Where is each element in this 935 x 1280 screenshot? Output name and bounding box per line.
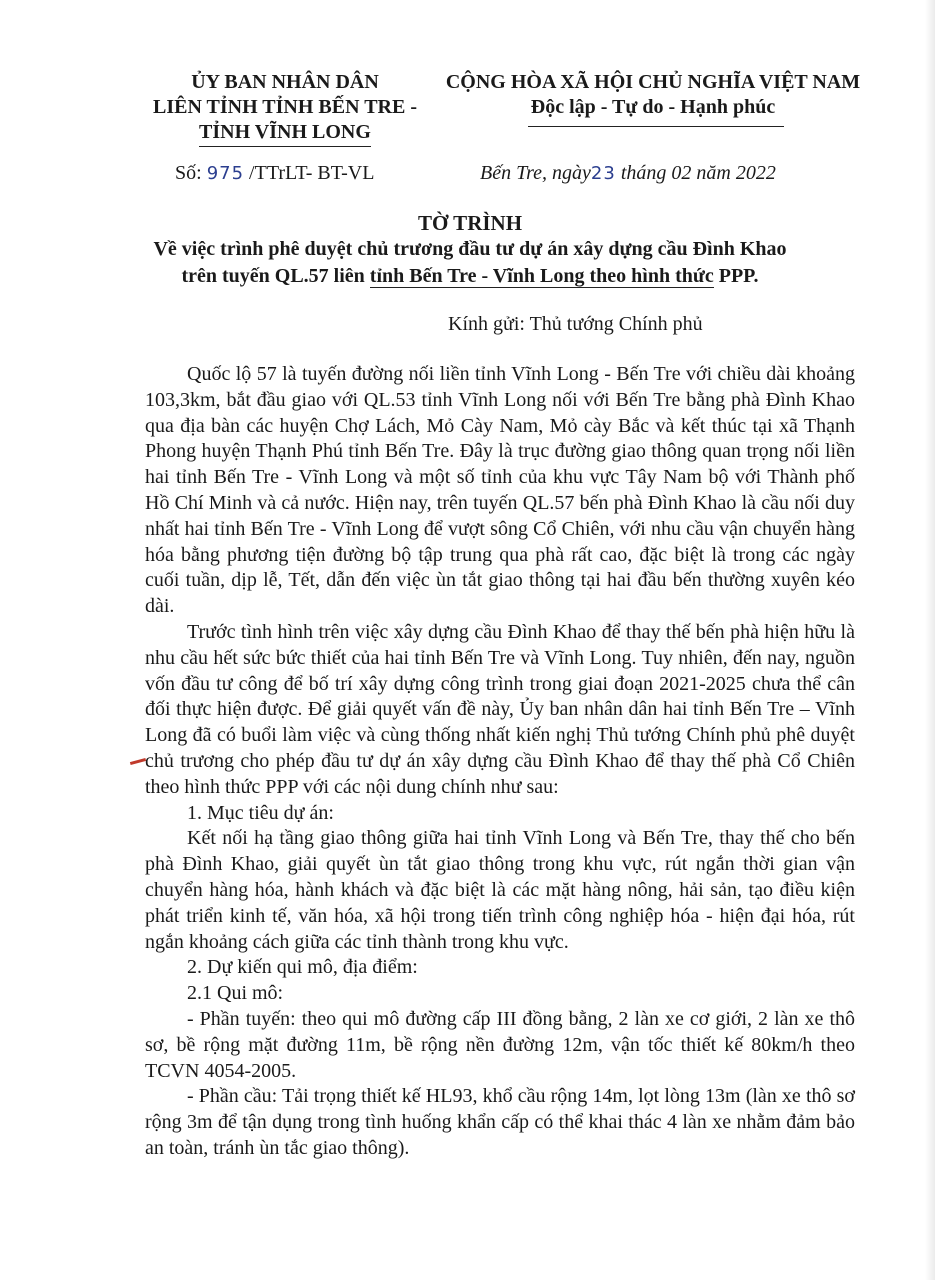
subject-line-2: [80, 263, 860, 290]
authority-line-1: ỦY BAN NHÂN DÂN: [191, 71, 379, 93]
document-body: [145, 362, 855, 1162]
pen-mark: [130, 758, 146, 765]
number-label: Số:: [175, 162, 202, 184]
motto-underline: [528, 126, 784, 127]
motto: Độc lập - Tự do - Hạnh phúc: [530, 96, 776, 118]
subsection-heading-scale: 2.1 Qui mô:: [187, 982, 284, 1005]
page-edge-shadow: [925, 0, 935, 1280]
subject-line-2-part-a: trên tuyến QL.57 liên: [181, 265, 370, 287]
authority-line-2: LIÊN TỈNH TỈNH BẾN TRE -: [153, 96, 417, 118]
paragraph-intro: Quốc lộ 57 là tuyến đường nối liền tỉnh Vĩnh Long - Bến Tre với chiều dài khoảng 103,3km, bắt đầu giao với QL.53 tỉnh Vĩnh Long nối với Bến Tre bằng phà Đình Khao qua địa bàn các huyện Chợ Lách, Mỏ Cày Nam, Mỏ cày Bắc và kết thúc tại xã Thạnh Phong huyện Thạnh Phú tỉnh Bến Tre. Đây là trục đường giao thông quan trọng nối liền hai tỉnh Bến Tre - Vĩnh Long và một số tỉnh của khu vực Tây Nam bộ với Thành phố Hồ Chí Minh và cả nước. Hiện nay, trên tuyến QL.57 bến phà Đình Khao là cầu nối duy nhất hai tỉnh Bến Tre - Vĩnh Long để vượt sông Cổ Chiên, với nhu cầu vận chuyển hàng hóa bằng phương tiện đường bộ tập trung qua phà rất cao, đặc biệt là trong các ngày cuối tuần, dịp lễ, Tết, dẫn đến việc ùn tắt giao thông tại hai đầu bến thường xuyên kéo dài.: [145, 363, 855, 618]
section-heading-scale: 2. Dự kiến qui mô, địa điểm:: [187, 956, 418, 979]
issuing-authority: [120, 70, 450, 147]
nation-name: CỘNG HÒA XÃ HỘI CHỦ NGHĨA VIỆT NAM: [445, 71, 861, 93]
paragraph-bridge-section: - Phần cầu: Tải trọng thiết kế HL93, khổ cầu rộng 14m, lọt lòng 13m (làn xe thô sơ rộng 3m để tận dụng trong tình huống khẩn cấp có thể khai thác 4 làn xe nhằm đảm bảo an toàn, tránh ùn tắc giao thông).: [145, 1085, 855, 1159]
document-title: TỜ TRÌNH: [417, 211, 523, 235]
handwritten-day: 23: [590, 163, 616, 184]
date-prefix: Bến Tre, ngày: [480, 162, 591, 184]
year-label: năm: [696, 162, 731, 184]
paragraph-objective: Kết nối hạ tầng giao thông giữa hai tỉnh Vĩnh Long và Bến Tre, thay thế cho bến phà Đình Khao, giải quyết ùn tắt giao thông trong khu vực, rút ngắn thời gian vận chuyển hàng hóa, hành khách và đặc biệt là các mặt hàng nông, hải sản, tạo điều kiện phát triển kinh tế, văn hóa, xã hội trong tiến trình công nghiệp hóa - hiện đại hóa, rút ngắn khoảng cách giữa các tỉnh thành trong khu vực.: [145, 827, 855, 953]
authority-line-3: TỈNH VĨNH LONG: [199, 120, 371, 147]
number-suffix: /TTrLT- BT-VL: [249, 162, 375, 184]
paragraph-road-section: - Phần tuyến: theo qui mô đường cấp III đồng bằng, 2 làn xe cơ giới, 2 làn xe thô sơ, bề rộng mặt đường 11m, bề rộng nền đường 12m, vận tốc thiết kế 80km/h theo TCVN 4054-2005.: [145, 1007, 855, 1082]
handwritten-number: 975: [206, 163, 245, 184]
national-motto: [428, 70, 878, 120]
recipient: Kính gửi: Thủ tướng Chính phủ: [448, 313, 703, 335]
document-subject: [80, 236, 860, 290]
section-heading-objective: 1. Mục tiêu dự án:: [187, 801, 334, 824]
document-number: [175, 162, 374, 185]
year-value: 2022: [735, 162, 776, 184]
subject-line-2-part-c: PPP.: [713, 265, 759, 287]
paragraph-context: Trước tình hình trên việc xây dựng cầu Đình Khao để thay thế bến phà hiện hữu là nhu cầu hết sức bức thiết của hai tỉnh Bến Tre và Vĩnh Long. Tuy nhiên, đến nay, nguồn vốn đầu tư công để bố trí xây dựng công trình trong giai đoạn 2021-2025 chưa thể cân đối thực hiện được. Để giải quyết vấn đề này, Ủy ban nhân dân hai tỉnh Bến Tre – Vĩnh Long đã có buổi làm việc và cùng thống nhất kiến nghị Thủ tướng Chính phủ phê duyệt chủ trương cho phép đầu tư dự án xây dựng cầu Đình Khao để thay thế phà Cổ Chiên theo hình thức PPP với các nội dung chính như sau:: [145, 620, 855, 798]
subject-line-1: Về việc trình phê duyệt chủ trương đầu tư dự án xây dựng cầu Đình Khao: [153, 238, 787, 260]
month-value: 02: [671, 162, 692, 184]
subject-line-2-part-b: tỉnh Bến Tre - Vĩnh Long theo hình thức: [369, 265, 714, 287]
month-label: tháng: [620, 162, 667, 184]
document-date: [480, 162, 776, 185]
